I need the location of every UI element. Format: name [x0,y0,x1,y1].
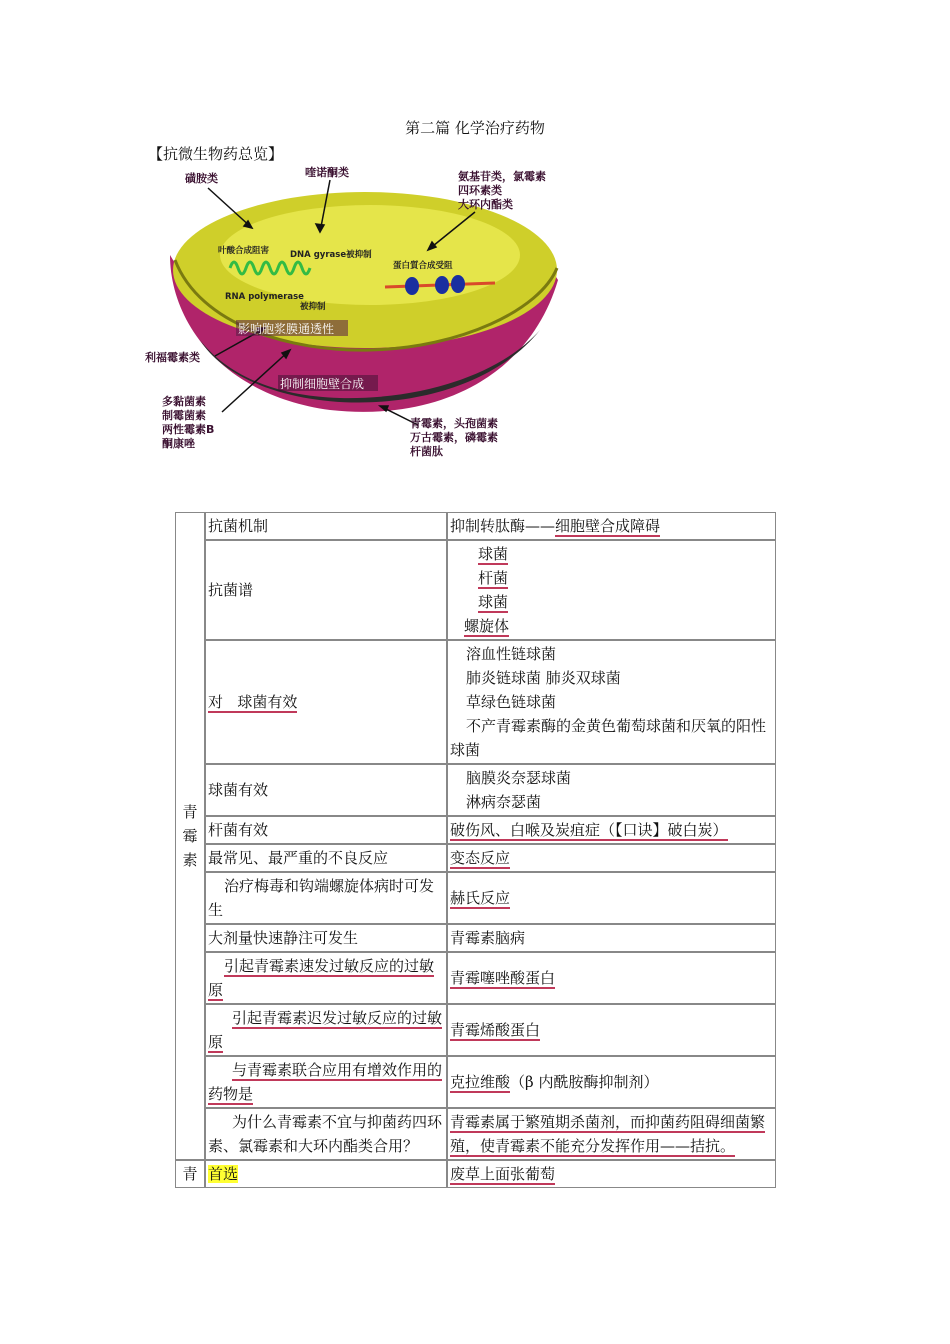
label-rifamycin: 利福霉素类 [145,351,200,364]
table-row [175,512,776,540]
side-label-second: 青 [175,1160,205,1188]
row-label: 为什么青霉素不宜与抑菌药四环素、氯霉素和大环内酯类合用？ [205,1108,447,1160]
table-row [175,1004,776,1056]
table-row [175,764,776,816]
label-polymyxin-2: 制霉菌素 [162,409,206,422]
table-row [175,540,776,640]
label-membrane: 影响胞浆膜通透性 [238,322,335,336]
label-protein-synthesis: 蛋白質合成受阻 [393,261,453,271]
page-title: 第二篇 化学治疗药物 [405,119,545,137]
label-polymyxin-1: 多黏菌素 [162,395,206,408]
row-value: 变态反应 [447,844,776,872]
table-row [175,952,776,1004]
row-label: 抗菌谱 [205,540,447,640]
table-row [175,924,776,952]
antimicrobial-diagram [140,160,580,465]
label-quinolones: 喹诺酮类 [305,166,349,179]
row-label: 对 球菌有效 [205,640,447,764]
row-value: 球菌 杆菌 球菌 螺旋体 [447,540,776,640]
row-value: 赫氏反应 [447,872,776,924]
row-value: 抑制转肽酶——细胞壁合成障碍 [447,512,776,540]
row-label: 与青霉素联合应用有增效作用的药物是 [205,1056,447,1108]
table-row [175,1056,776,1108]
label-protein-group-1: 氨基苷类，氯霉素 [458,170,546,183]
row-label: 抗菌机制 [205,512,447,540]
row-label: 杆菌有效 [205,816,447,844]
label-penicillin-2: 万古霉素，磷霉素 [410,431,498,444]
penicillin-table [175,512,776,1188]
row-label: 大剂量快速静注可发生 [205,924,447,952]
row-value: 脑膜炎奈瑟球菌 淋病奈瑟菌 [447,764,776,816]
label-folate: 叶酸合成阻害 [218,246,270,256]
row-label: 引起青霉素速发过敏反应的过敏原 [205,952,447,1004]
label-polymyxin-3: 两性霉素B [162,423,215,436]
row-value: 青霉素脑病 [447,924,776,952]
row-value: 克拉维酸（β 内酰胺酶抑制剂） [447,1056,776,1108]
label-dna-gyrase: DNA gyrase被抑制 [290,250,372,260]
label-penicillin-1: 青霉素，头孢菌素 [410,417,498,430]
row-value: 废草上面张葡萄 [447,1160,776,1188]
section-heading: 【抗微生物药总览】 [148,145,284,163]
row-value: 溶血性链球菌 肺炎链球菌 肺炎双球菌 草绿色链球菌 不产青霉素酶的金黄色葡萄球菌和厌氧的阳性球菌 [447,640,776,764]
label-penicillin-3: 杆菌肽 [410,445,443,458]
row-label: 球菌有效 [205,764,447,816]
ribosome [435,276,449,294]
label-sulfonamides: 磺胺类 [185,172,218,185]
row-label: 最常见、最严重的不良反应 [205,844,447,872]
table-row [175,640,776,764]
label-protein-group-3: 大环内酯类 [458,198,513,211]
label-polymyxin-4: 酮康唑 [162,437,195,450]
row-value: 破伤风、白喉及炭疽症（【口诀】破白炭） [447,816,776,844]
row-label: 治疗梅毒和钩端螺旋体病时可发生 [205,872,447,924]
table-row [175,816,776,844]
table-row [175,1160,776,1188]
side-label-penicillin: 青霉素 [175,512,205,1160]
table-row [175,872,776,924]
table-row [175,1108,776,1160]
ribosome [451,275,465,293]
label-protein-group-2: 四环素类 [458,184,502,197]
row-label: 引起青霉素迟发过敏反应的过敏原 [205,1004,447,1056]
row-value: 青霉素属于繁殖期杀菌剂，而抑菌药阻碍细菌繁殖，使青霉素不能充分发挥作用——拮抗。 [447,1108,776,1160]
row-value: 青霉烯酸蛋白 [447,1004,776,1056]
row-label: 首选 [205,1160,447,1188]
label-rna-polymerase: RNA polymerase [225,292,304,302]
ribosome [405,277,419,295]
label-rna-inhibited: 被抑制 [300,302,326,312]
label-cell-wall: 抑制细胞壁合成 [280,377,365,391]
row-value: 青霉噻唑酸蛋白 [447,952,776,1004]
bacterium-illustration [140,160,580,465]
table-row [175,844,776,872]
